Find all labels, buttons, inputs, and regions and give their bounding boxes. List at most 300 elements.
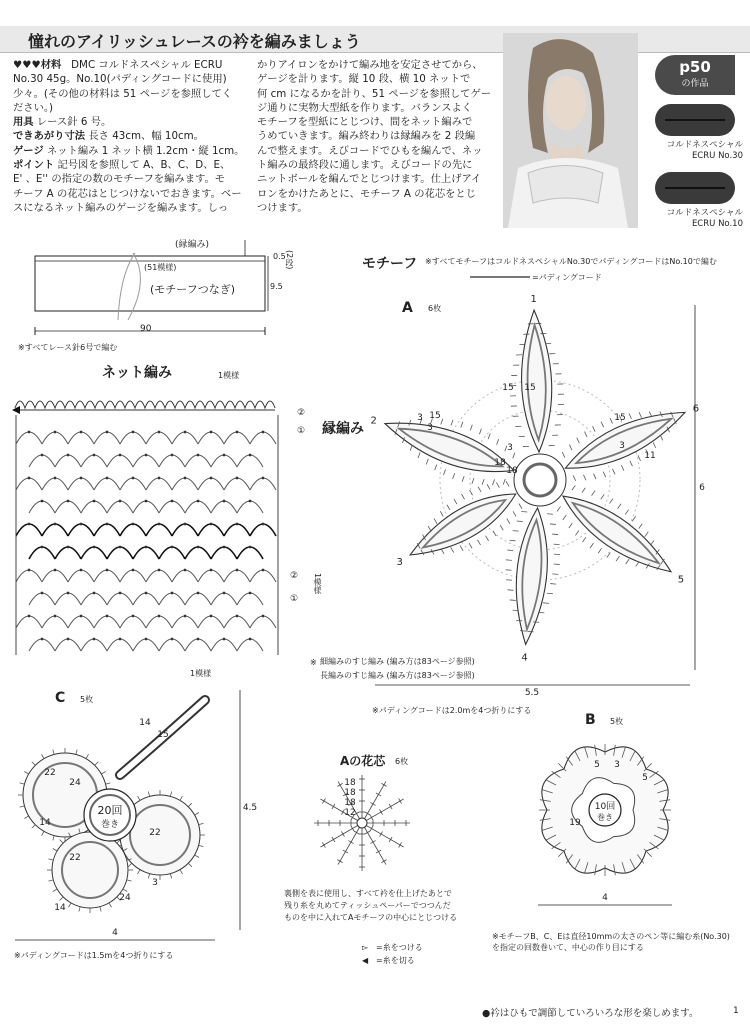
center-cross [370, 841, 375, 844]
petal-stitch [510, 600, 516, 601]
petal-stitch [478, 540, 481, 545]
petal-stitch [630, 461, 633, 466]
model-photo [503, 33, 638, 228]
petal-stitch [538, 612, 544, 613]
motif-a-legend2: 長編みのすじ編み (編み方は83ページ参照) [320, 671, 475, 680]
net-arch [120, 432, 146, 444]
net-stitch-dot [132, 523, 135, 526]
page-number: 1 [733, 1006, 739, 1016]
center-cross [365, 812, 370, 815]
petal-stitch [506, 481, 509, 486]
center-cross [381, 783, 386, 786]
net-stitch-dot [106, 431, 109, 434]
net-arch [120, 524, 146, 536]
net-stitch-dot [145, 500, 148, 503]
petal-stitch [440, 511, 443, 516]
stitch-count-label: 15 [502, 383, 514, 393]
net-stitch-dot [249, 500, 252, 503]
point-line3: チーフ A の花芯はとじつけないでおきます。ベー [13, 187, 242, 200]
center-cross [322, 798, 325, 803]
center-cross [337, 783, 342, 786]
net-stitch-dot [41, 454, 44, 457]
motif-a-width: 5.5 [524, 688, 540, 698]
stitch-count-label: 15 [524, 383, 536, 393]
petal-stitch [639, 524, 642, 529]
badge-sub: の作品 [681, 79, 709, 89]
instruction-line: んで整えます。えびコードでひもを編んで、ネッ [257, 144, 483, 157]
petal-stitch [636, 562, 639, 567]
petal-outline [410, 494, 516, 555]
petal-number: 3 [396, 557, 403, 568]
stitch-count-label: 15 [429, 411, 441, 421]
net-stitch-dot [93, 500, 96, 503]
net-arch [198, 478, 224, 490]
net-arch [185, 593, 211, 605]
pattern-count: (51模様) [144, 263, 177, 272]
stitch-count-label: 3 [427, 423, 433, 433]
petal-stitch [575, 531, 578, 536]
net-stitch-dot [171, 546, 174, 549]
center-cross [332, 837, 335, 842]
petal-stitch [651, 540, 654, 545]
net-arch [198, 570, 224, 582]
net-stitch-dot [106, 569, 109, 572]
petal-stitch [493, 479, 495, 485]
net-arch [185, 455, 211, 467]
c-stitch-count: 14 [54, 903, 66, 913]
legend-cut: =糸を切る [376, 956, 415, 965]
net-stitch-dot [184, 477, 187, 480]
net-stitch-dot [262, 569, 265, 572]
net-arch [172, 616, 198, 628]
stitch-count-label: 18 [506, 466, 518, 476]
net-stitch-dot [210, 523, 213, 526]
net-arch [211, 547, 237, 559]
net-arch [133, 547, 159, 559]
petal-stitch [482, 479, 484, 485]
net-arch [81, 639, 107, 651]
net-arch [250, 432, 276, 444]
thread-30-code: ECRU No.30 [691, 151, 743, 161]
center-cross [370, 826, 373, 831]
stitch-count-label: 3 [507, 443, 513, 453]
petal-stitch [582, 537, 585, 542]
c-stitch-count: 15 [157, 730, 169, 740]
net-arch [16, 478, 42, 490]
petal-stitch [506, 570, 512, 571]
net-stitch-dot [236, 431, 239, 434]
net-stitch-dot [158, 477, 161, 480]
net-arch [172, 478, 198, 490]
petal-stitch [527, 631, 533, 632]
petal-stitch [625, 510, 628, 515]
net-stitch-dot [223, 592, 226, 595]
net-arch [55, 547, 81, 559]
net-stitch-dot [145, 454, 148, 457]
net-arch [55, 501, 81, 513]
petal-stitch [506, 560, 512, 561]
motif-b-chart [520, 725, 710, 925]
net-stitch-dot [93, 454, 96, 457]
point-line1: 記号図を参照して A、B、C、D、E、 [57, 159, 231, 172]
net-stitch-dot [28, 523, 31, 526]
petal-stitch [577, 438, 580, 443]
instruction-line: ゲージを計ります。縦 10 段、横 10 ネットで [257, 73, 471, 86]
instructions-block [257, 58, 497, 215]
petal-number: 4 [521, 652, 528, 664]
petal-stitch [533, 622, 539, 623]
net-arch [159, 455, 185, 467]
net-arch [29, 639, 55, 651]
petal-stitch [507, 519, 510, 524]
net-stitch-dot [28, 569, 31, 572]
padding-cord-sample [470, 276, 530, 278]
petal-outline [516, 508, 547, 644]
c-stitch-count: 24 [119, 893, 131, 903]
c-stitch [199, 845, 204, 846]
c-stitch [199, 823, 204, 824]
center-cross [341, 831, 344, 836]
c-stitch [180, 870, 183, 874]
petal-stitch [503, 479, 505, 485]
net-arch [211, 455, 237, 467]
c-stitch-count: 3 [152, 878, 158, 888]
petal-stitch [454, 499, 457, 504]
petal-stitch [461, 422, 463, 428]
instruction-line: 何 cm になるかを計り、51 ページを参照してゲー [257, 87, 492, 100]
net-arch [68, 570, 94, 582]
center-cross [354, 831, 359, 834]
net-arch [107, 547, 133, 559]
net-arch [172, 432, 198, 444]
net-arch [16, 432, 42, 444]
petal-stitch [569, 445, 572, 450]
legend-attach: =糸をつける [376, 943, 423, 952]
petal-stitch [639, 412, 642, 417]
center-cross [322, 842, 325, 847]
instruction-line: ニットボールを編んでとじつけます。仕上げアイ [257, 173, 482, 186]
net-stitch-dot [28, 431, 31, 434]
materials-block [13, 58, 253, 215]
gauge-label: ゲージ [13, 144, 44, 157]
net-arch [250, 616, 276, 628]
net-stitch-dot [145, 546, 148, 549]
c-stitch-count: 22 [69, 853, 81, 863]
net-arch [81, 455, 107, 467]
flower-center-count: 6枚 [395, 757, 409, 766]
net-stitch-dot [262, 615, 265, 618]
net-stitch-dot [223, 454, 226, 457]
petal-stitch [510, 540, 516, 541]
c-stitch [100, 907, 101, 912]
collar-note: ※すべてレース針6号で編む [18, 343, 118, 352]
petal-stitch [629, 413, 632, 418]
b-stitch-count: 5 [642, 773, 648, 783]
petal-stitch [521, 511, 527, 512]
c-stitch [148, 792, 149, 797]
padding-cord-legend: =パディングコード [532, 273, 602, 282]
net-stitch-dot [67, 500, 70, 503]
petal-stitch [653, 442, 656, 447]
net-stitch-dot [106, 477, 109, 480]
net-stitch-dot [171, 638, 174, 641]
center-cross [337, 860, 342, 863]
petal-stitch [592, 491, 595, 496]
petal-stitch [543, 603, 549, 604]
net-arch [185, 547, 211, 559]
net-arch [68, 478, 94, 490]
petal-stitch [601, 422, 604, 427]
petal-stitch [426, 459, 428, 465]
net-stitch-dot [119, 454, 122, 457]
size-label: できあがり寸法 [13, 130, 86, 143]
petal-stitch [487, 484, 490, 489]
net-arch [250, 570, 276, 582]
net-stitch-dot [249, 638, 252, 641]
net-arch [120, 478, 146, 490]
center-cross [351, 826, 354, 831]
c-stitch [60, 840, 64, 844]
net-arch [68, 616, 94, 628]
c-stitch [79, 907, 80, 912]
point-line2: E' 、E'' の指定の数のモチーフを編みます。モ [13, 173, 226, 186]
start-marker [12, 406, 20, 414]
c-stitch-count: 24 [69, 778, 81, 788]
petal-stitch [513, 453, 515, 459]
petal-stitch [626, 559, 629, 564]
net-arch [159, 501, 185, 513]
net-stitch-dot [119, 592, 122, 595]
motif-b-note: ※モチーフB、C、Eは直径10mmの太さのペン等に編む糸(No.30)を指定の回数巻いて、中心の作り目にする [492, 932, 730, 952]
petal-stitch [500, 525, 503, 530]
petal-stitch [547, 593, 553, 594]
petal-number: 2 [370, 415, 377, 427]
net-stitch-dot [106, 615, 109, 618]
c-stitch [53, 750, 54, 755]
page-title: 憧れのアイリッシュレースの衿を編みましょう [28, 32, 361, 51]
net-stitch-dot [145, 638, 148, 641]
center-cross [389, 804, 392, 809]
net-stitch-dot [132, 431, 135, 434]
net-arch [42, 524, 68, 536]
net-stitch-dot [93, 638, 96, 641]
net-arch [107, 455, 133, 467]
net-stitch-dot [262, 523, 265, 526]
net-stitch-dot [80, 477, 83, 480]
net-stitch-dot [93, 592, 96, 595]
petal-stitch [563, 515, 566, 520]
center-spoke [338, 823, 362, 865]
c-stitch [188, 803, 192, 807]
net-arch [29, 501, 55, 513]
center-stitch-count: 18 [344, 788, 356, 798]
center-cross [332, 804, 335, 809]
net-arch [42, 570, 68, 582]
motif-a-count: 6枚 [428, 304, 442, 313]
petal-stitch [582, 488, 585, 493]
c-stitch [48, 880, 53, 881]
center-ring-cord [524, 464, 556, 496]
c-stitch [180, 796, 183, 800]
c-stitch [138, 870, 141, 874]
net-arch [94, 616, 120, 628]
motif-a-legend1: 細編みのすじ編み (編み方は83ページ参照) [320, 657, 475, 666]
petal-stitch [507, 550, 513, 551]
petal-stitch [506, 580, 512, 581]
net-stitch-dot [132, 615, 135, 618]
center-spoke [362, 823, 386, 865]
c-stitch [76, 750, 77, 755]
c-stitch [195, 855, 199, 858]
net-stitch-dot [184, 615, 187, 618]
c-center-text2: 巻き [100, 820, 120, 830]
net-stitch-dot [210, 477, 213, 480]
petal-stitch [562, 452, 565, 457]
petal-stitch [479, 429, 481, 435]
thread-10-name: コルドネスペシャル [666, 208, 743, 218]
petal-stitch [469, 543, 472, 548]
instruction-line: ジ通りに実物大型紙を作ります。バランスよく [257, 101, 473, 114]
petal-stitch [497, 439, 499, 445]
petal-stitch [594, 474, 597, 479]
net-arch [159, 639, 185, 651]
net-arch [250, 524, 276, 536]
petal-stitch [453, 473, 455, 479]
petal-stitch [598, 548, 601, 553]
petal-stitch [638, 455, 641, 460]
dim-05: 0.5 [273, 252, 286, 261]
motif-a-legend-mark: ※ [310, 658, 317, 667]
net-stitch-dot [54, 569, 57, 572]
net-arch [94, 570, 120, 582]
page-badge [655, 55, 735, 95]
flower-center-note3: ものを中に入れてAモチーフの中心にとじつける [284, 913, 458, 922]
net-row2-marker: ② [290, 571, 299, 581]
thread-sample-30 [655, 104, 735, 136]
petal-stitch [554, 564, 560, 565]
c-petal-outline [52, 832, 128, 908]
thread-30-name: コルドネスペシャル [666, 140, 743, 150]
net-arch [81, 501, 107, 513]
petal-stitch [486, 536, 489, 541]
materials-label: 材料 [40, 59, 62, 71]
net-stitch-dot [236, 523, 239, 526]
net-arch [185, 639, 211, 651]
net-stitch-dot [197, 454, 200, 457]
tools-label: 用具 [13, 116, 34, 129]
center-cross [389, 837, 392, 842]
net-stitch-dot [132, 569, 135, 572]
petal-stitch [612, 469, 615, 474]
petal-number: 5 [677, 574, 685, 586]
net-stitch-dot [210, 431, 213, 434]
net-arch [55, 455, 81, 467]
c-stitch [123, 889, 127, 892]
net-arch [29, 455, 55, 467]
motif-b-count: 5枚 [610, 717, 624, 726]
net-arch [81, 547, 107, 559]
center-cross [343, 850, 348, 853]
net-arch [237, 639, 263, 651]
legend-attach-mark: ▻ [362, 943, 369, 952]
c-stitch [128, 863, 132, 867]
net-arch [29, 547, 55, 559]
c-stitch [170, 874, 171, 879]
motif-c-note: ※パディングコードは1.5mを4つ折りにする [14, 951, 174, 960]
center-stitch-count: 18 [344, 798, 356, 808]
edge-label: (縁編み) [175, 240, 210, 250]
net-stitch-dot [54, 477, 57, 480]
net-arch [42, 478, 68, 490]
net-stitch-dot [184, 569, 187, 572]
net-arch [133, 501, 159, 513]
petal-stitch [583, 475, 586, 480]
materials-line1: DMC コルドネスペシャル ECRU [71, 59, 223, 71]
petal-stitch [550, 524, 556, 525]
net-stitch-dot [67, 546, 70, 549]
net-stitch-dot [262, 431, 265, 434]
net-arch [16, 570, 42, 582]
c-stitch [109, 903, 112, 907]
net-arch [42, 616, 68, 628]
c-stitch [20, 783, 25, 784]
instruction-line: かりアイロンをかけて編み地を安定させてから、 [257, 59, 483, 71]
petal-stitch [645, 532, 648, 537]
net-arch [211, 639, 237, 651]
net-stitch-dot [41, 546, 44, 549]
c-width-value: 4 [112, 928, 118, 938]
net-arch [237, 501, 263, 513]
b-width-value: 4 [602, 893, 608, 903]
stitch-count-label: 11 [644, 451, 656, 461]
gauge-text: ネット編み 1 ネット横 1.2cm・縦 1cm。 [46, 144, 245, 157]
net-arch [107, 501, 133, 513]
petal-stitch [451, 420, 453, 426]
net-stitch-dot [54, 615, 57, 618]
stitch-count-label: 3 [619, 441, 625, 451]
edging-picots [15, 401, 275, 408]
stitch-count-label: 18 [494, 458, 506, 468]
petal-stitch [616, 556, 619, 561]
center-spoke [320, 823, 362, 847]
net-top-repeat: 1模様 [218, 371, 240, 380]
petal-stitch [460, 546, 463, 551]
net-stitch-dot [158, 431, 161, 434]
petal-stitch [573, 475, 576, 480]
petal-stitch [552, 534, 558, 535]
net-stitch-dot [80, 523, 83, 526]
net-arch [172, 524, 198, 536]
petal-stitch [478, 487, 481, 492]
net-stitch-dot [171, 454, 174, 457]
net-stitch-dot [80, 431, 83, 434]
petal-stitch [590, 543, 593, 548]
net-arch [16, 616, 42, 628]
motif-a-height: 6 [699, 483, 705, 493]
petal-stitch [550, 584, 556, 585]
petal-stitch [493, 531, 496, 536]
thread-label-10 [648, 208, 743, 230]
center-cross [370, 802, 375, 805]
net-stitch-dot [119, 500, 122, 503]
c-stitch [24, 816, 28, 819]
b-center-text2: 巻き [597, 813, 613, 822]
net-stitch-dot [67, 454, 70, 457]
motif-a-chart [360, 290, 710, 700]
c-stitch [170, 792, 171, 797]
net-stitch-dot [249, 546, 252, 549]
row1-marker: ① [297, 426, 306, 436]
